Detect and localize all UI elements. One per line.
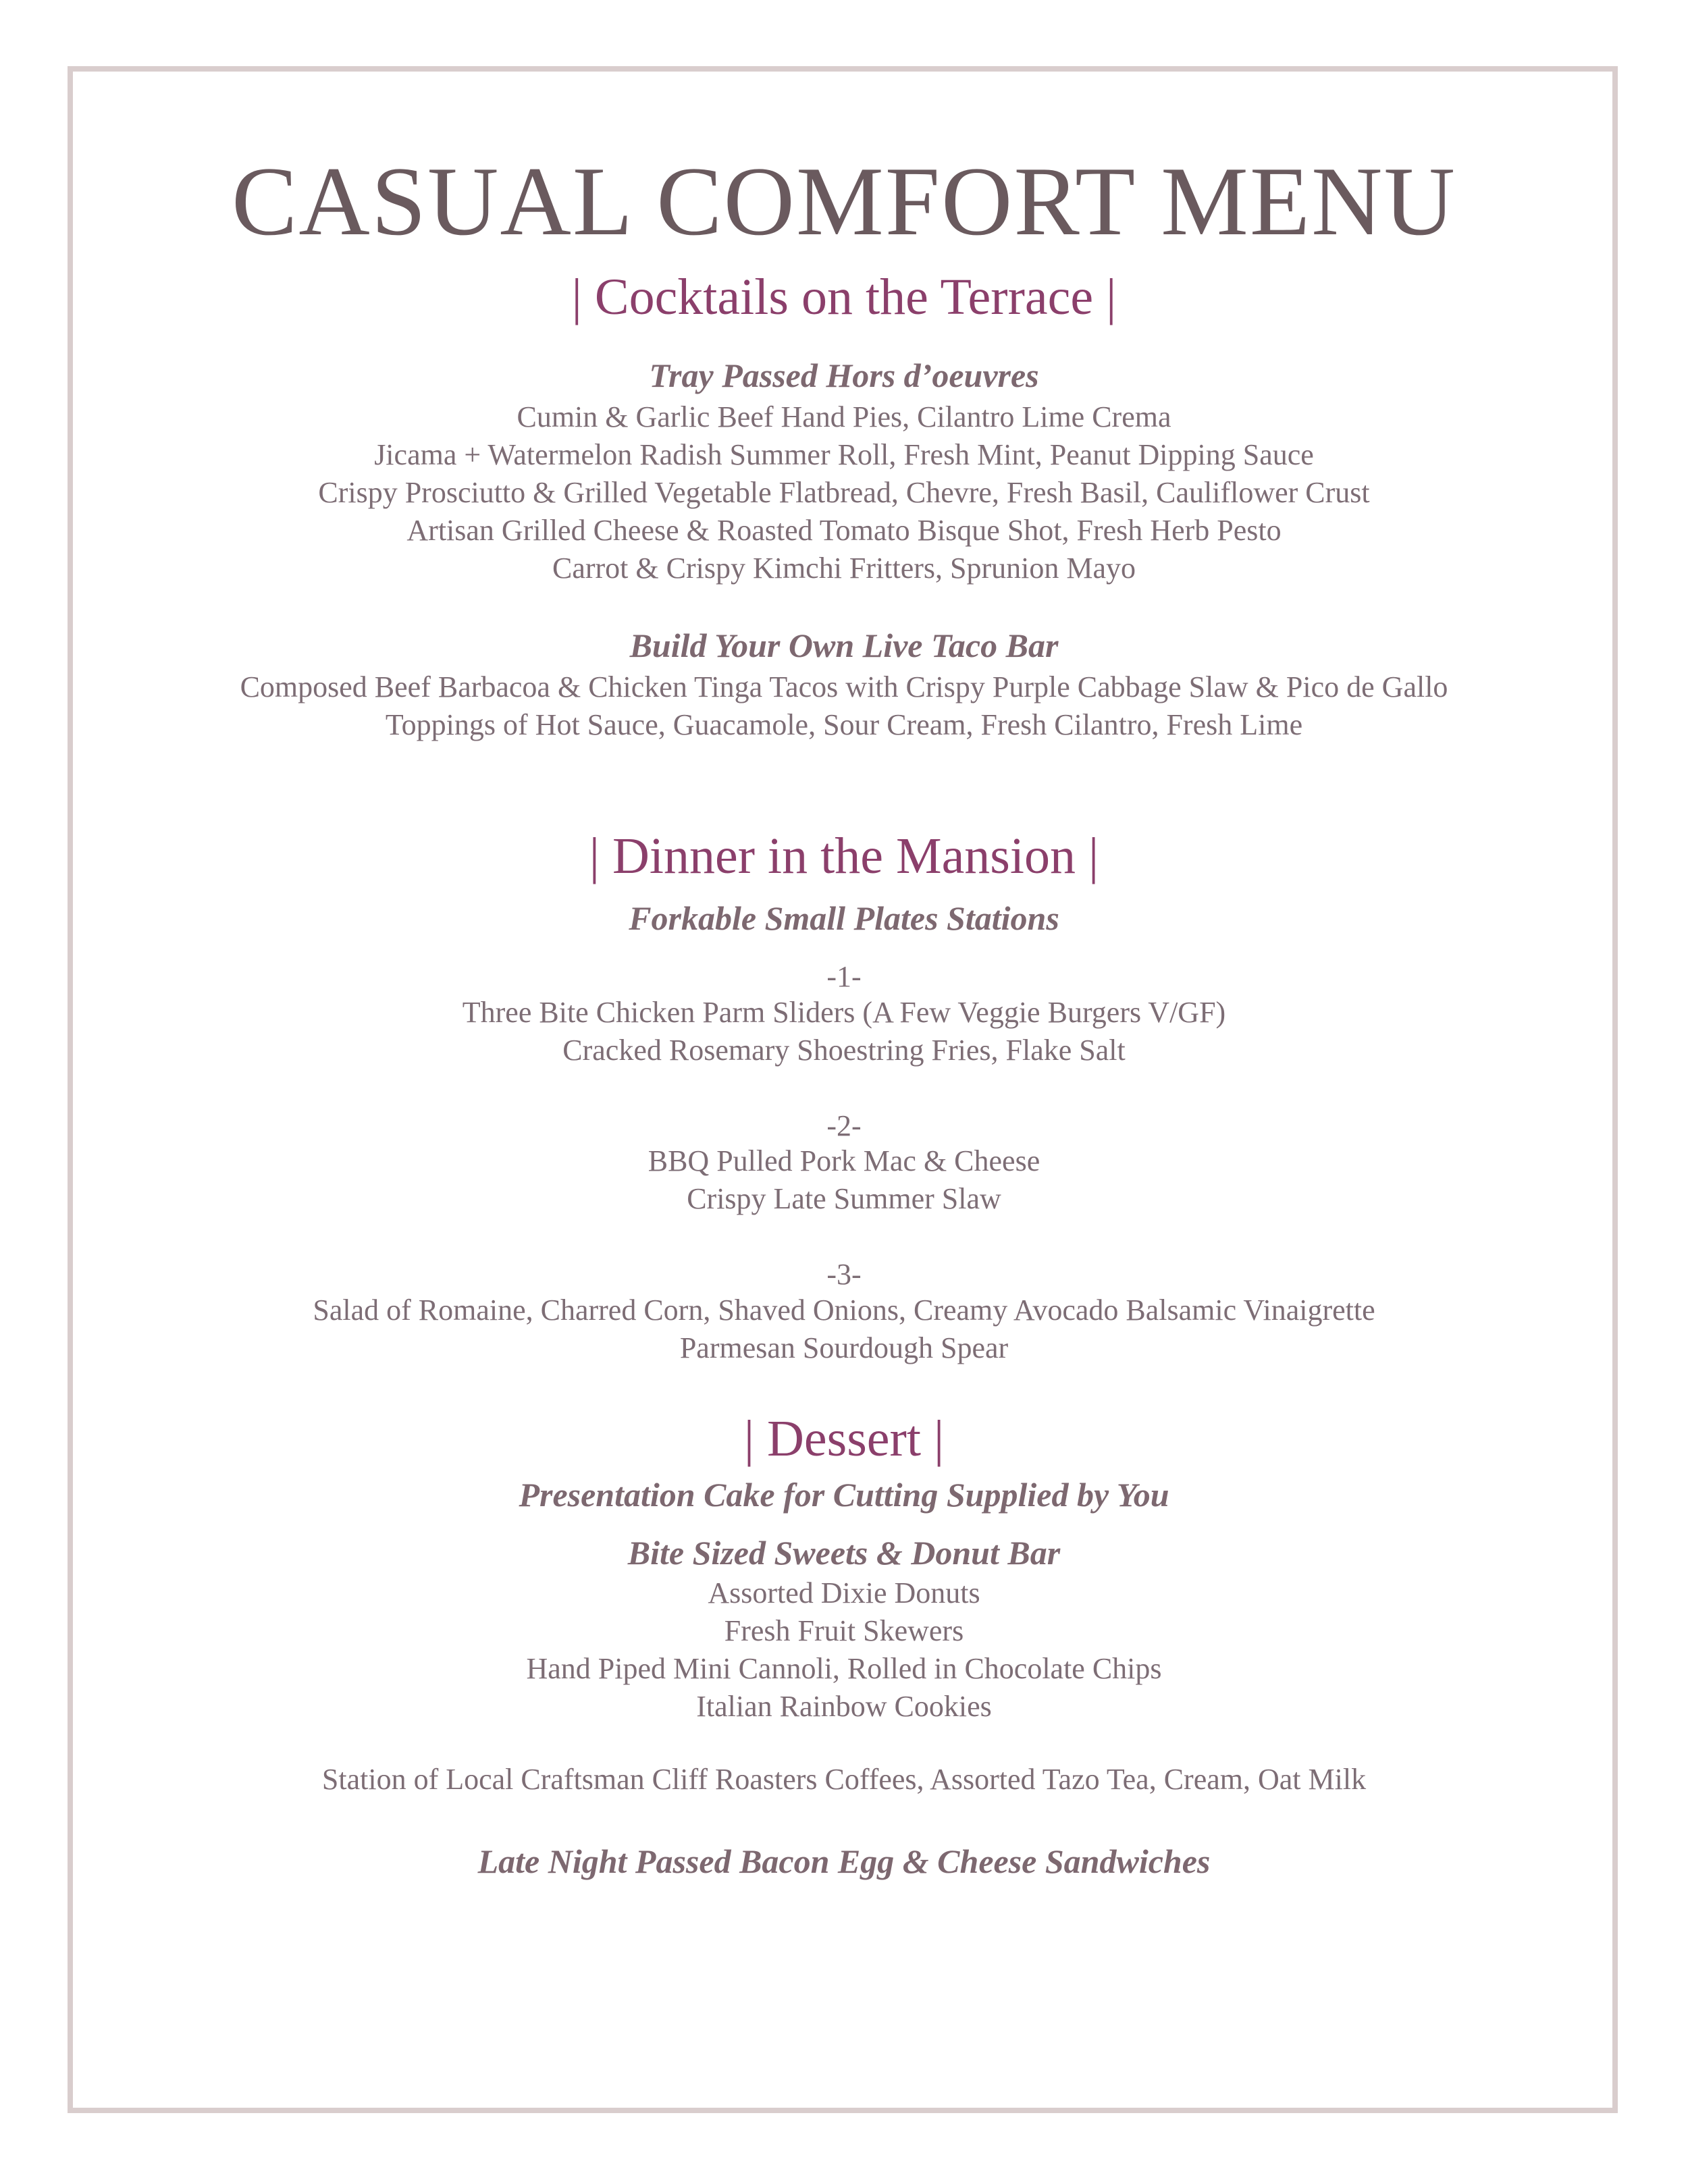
list-item: Artisan Grilled Cheese & Roasted Tomato Bisque Shot, Fresh Herb Pesto: [406, 514, 1282, 547]
list-item: Hand Piped Mini Cannoli, Rolled in Chocolate Chips: [526, 1652, 1162, 1685]
list-item: Cracked Rosemary Shoestring Fries, Flake Salt: [562, 1034, 1126, 1067]
dessert-heading: | Dessert |: [743, 1410, 945, 1467]
list-item: BBQ Pulled Pork Mac & Cheese: [648, 1144, 1040, 1177]
list-item: Assorted Dixie Donuts: [708, 1576, 980, 1609]
list-item: Three Bite Chicken Parm Sliders (A Few Veggie Burgers V/GF): [462, 996, 1226, 1029]
small-plates-heading: Forkable Small Plates Stations: [629, 899, 1059, 937]
late-night-line: Late Night Passed Bacon Egg & Cheese Sandwiches: [477, 1842, 1211, 1880]
list-item: Italian Rainbow Cookies: [696, 1690, 992, 1723]
station-number: -2-: [826, 1109, 862, 1142]
list-item: Cumin & Garlic Beef Hand Pies, Cilantro Lime Crema: [517, 400, 1171, 433]
cake-line: Presentation Cake for Cutting Supplied by You: [519, 1476, 1169, 1514]
dinner-heading: | Dinner in the Mansion |: [589, 828, 1099, 884]
coffee-station: [0, 1761, 1688, 1799]
hors-doeuvres-heading: Tray Passed Hors d’oeuvres: [649, 356, 1039, 394]
list-item: Carrot & Crispy Kimchi Fritters, Sprunion Mayo: [552, 552, 1136, 585]
list-item: Crispy Prosciutto & Grilled Vegetable Flatbread, Chevre, Fresh Basil, Cauliflower Crust: [318, 476, 1370, 509]
list-item: Jicama + Watermelon Radish Summer Roll, Fresh Mint, Peanut Dipping Sauce: [374, 438, 1314, 471]
sweets-list: [0, 1574, 1688, 1726]
taco-bar-heading: Build Your Own Live Taco Bar: [629, 627, 1059, 664]
station-3-list: [0, 1291, 1688, 1367]
sweets-heading: Bite Sized Sweets & Donut Bar: [627, 1534, 1061, 1572]
cocktails-heading: | Cocktails on the Terrace |: [571, 269, 1117, 325]
list-item: Toppings of Hot Sauce, Guacamole, Sour Cream, Fresh Cilantro, Fresh Lime: [385, 708, 1303, 741]
station-number: -3-: [826, 1258, 862, 1291]
list-item: Composed Beef Barbacoa & Chicken Tinga Tacos with Crispy Purple Cabbage Slaw & Pico de Gallo: [240, 670, 1448, 703]
hors-doeuvres-list: [0, 398, 1688, 587]
list-item: Crispy Late Summer Slaw: [687, 1182, 1001, 1215]
station-2-list: [0, 1142, 1688, 1218]
list-item: Parmesan Sourdough Spear: [679, 1331, 1009, 1364]
taco-bar-list: [0, 668, 1688, 744]
list-item: Station of Local Craftsman Cliff Roasters Coffees, Assorted Tazo Tea, Cream, Oat Milk: [321, 1763, 1367, 1796]
list-item: Fresh Fruit Skewers: [724, 1614, 964, 1647]
menu-title: CASUAL COMFORT MENU: [232, 147, 1456, 256]
list-item: Salad of Romaine, Charred Corn, Shaved Onions, Creamy Avocado Balsamic Vinaigrette: [313, 1294, 1375, 1327]
station-1-list: [0, 994, 1688, 1069]
station-number: -1-: [826, 960, 862, 993]
